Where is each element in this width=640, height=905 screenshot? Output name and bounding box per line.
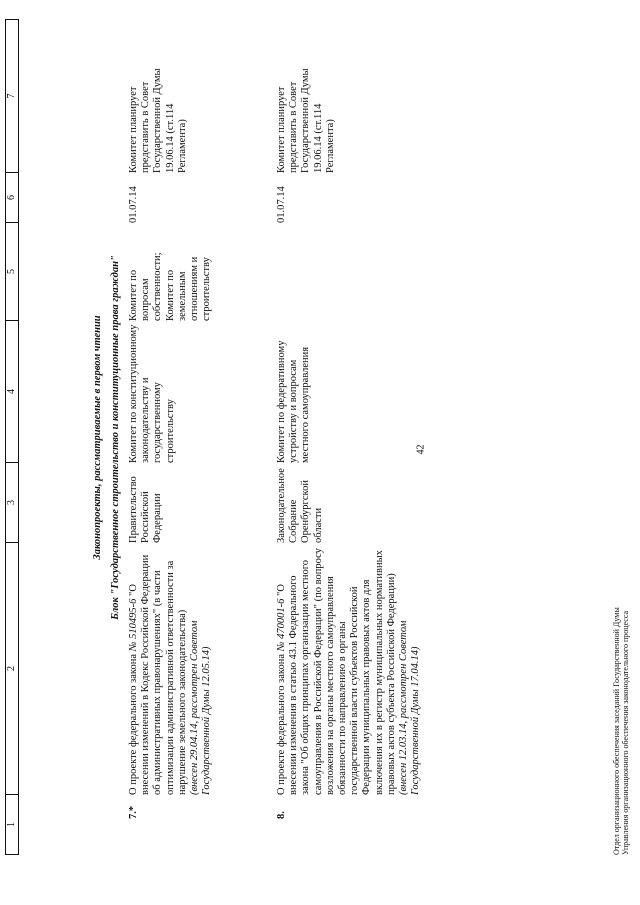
- bill-title: "О внесении изменения в статью 43.1 Федерального закона "Об общих принципах организации местного самоуправления в Российской Федерации": [276, 559, 324, 795]
- table-row: [128, 20, 268, 855]
- bill-subtitle: (в части оптимизации административной ответственности за нарушение земельного законодательства): [152, 560, 188, 795]
- block-title: Блок "Государственное строительство и конституционные права граждан": [110, 255, 121, 620]
- deadline: 01.07.14: [276, 186, 287, 223]
- column-number-2: 2: [6, 543, 19, 795]
- responsible-committee: Комитет по федеративному устройству и вопросам местного самоуправления: [276, 340, 312, 463]
- row-number: 8.: [276, 811, 287, 819]
- column-number-7: 7: [6, 20, 19, 173]
- bill-subtitle: (по вопросу возложения на органы местного самоуправления обязанности по направлению в органы государственной власти субъектов Российской Федерации муниципальных правовых актов для включения их в регистр муниципальных нормативных правовых актов субъекта Российской Федерации): [312, 548, 397, 795]
- bill-description: [276, 545, 422, 795]
- bill-list: [128, 20, 476, 855]
- bill-initiator: Правительство Российской Федерации: [128, 476, 164, 543]
- bill-initiator: Законодательное Собрание Оренбургской области: [276, 468, 324, 543]
- bill-note: (внесен 29.04.14, рассмотрен Советом Государственной Думы 12.05.14): [189, 620, 213, 795]
- deadline: 01.07.14: [128, 186, 139, 223]
- row-number: 7.*: [128, 805, 139, 819]
- bill-number: № 510495-6: [128, 598, 139, 652]
- column-number-1: 1: [6, 795, 19, 855]
- footer: [612, 607, 630, 855]
- bill-number: № 470001-6: [276, 598, 287, 652]
- table-row: [276, 20, 476, 855]
- responsible-committee: Комитет по конституционному законодательству и государственному строительству: [128, 324, 176, 463]
- bill-description: [128, 545, 213, 795]
- column-number-4: 4: [6, 321, 19, 463]
- co-executor-committees: Комитет по вопросам собственности; Комитет по земельным отношениям и строительству: [128, 252, 213, 321]
- remark: Комитет планирует представить в Совет Государственной Думы 19.06.14 (ст.114 Регламента): [276, 68, 336, 173]
- column-number-3: 3: [6, 463, 19, 543]
- footer-line-2: Управления организационного обеспечения законодательного процесса: [621, 610, 630, 855]
- remark: Комитет планирует представить в Совет Государственной Думы 19.06.14 (ст.114 Регламента): [128, 68, 188, 173]
- column-number-header: [5, 19, 19, 855]
- bill-note: (внесен 12.03.14, рассмотрен Советом Государственной Думы 17.04.14): [398, 620, 422, 795]
- footer-line-1: Отдел организационного обеспечения заседаний Государственной Думы: [612, 607, 621, 855]
- subsection-title: Законопроекты, рассматриваемые в первом чтении: [92, 315, 103, 560]
- bill-title: "О внесении изменений в Кодекс Российской Федерации об административных правонарушениях": [128, 554, 164, 795]
- bill-intro: О проекте федерального закона: [128, 653, 139, 795]
- page-number: 42: [415, 444, 427, 455]
- column-number-5: 5: [6, 223, 19, 321]
- column-number-6: 6: [6, 173, 19, 223]
- document-sheet: [0, 10, 640, 885]
- bill-intro: О проекте федерального закона: [276, 653, 287, 795]
